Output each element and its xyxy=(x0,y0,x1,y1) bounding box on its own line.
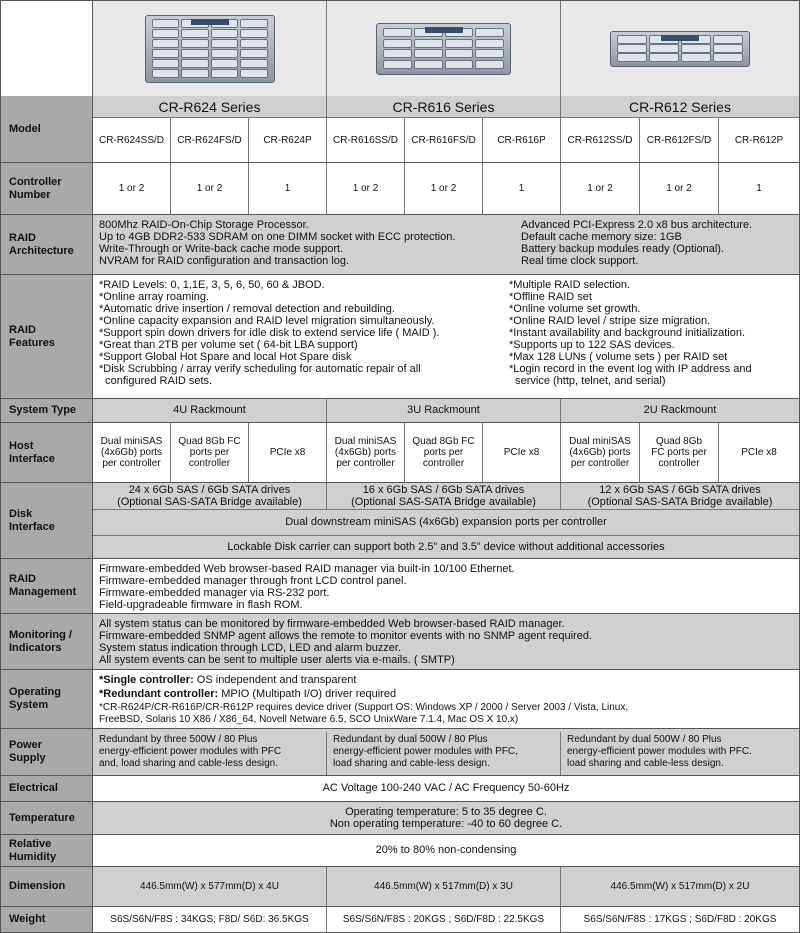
text-line: Real time clock support. xyxy=(521,255,639,267)
os-redundant-text: MPIO (Multipath I/O) driver required xyxy=(218,688,397,700)
disk-carrier-note: Lockable Disk carrier can support both 2.5” and 3.5” device without additional accessories xyxy=(227,540,665,553)
text-line: System status indication through LCD, LED and alarm buzzer. xyxy=(99,642,402,654)
power-cr-r624 xyxy=(93,732,327,775)
features-left-text xyxy=(93,277,503,389)
model-name: CR-R616SS/D xyxy=(327,118,405,162)
controller-count: 1 or 2 xyxy=(561,163,640,214)
product-image-row xyxy=(1,1,799,96)
disk-drives-cr-r624 xyxy=(93,483,327,510)
os-single-label: *Single controller: xyxy=(99,674,194,686)
humidity-value: 20% to 80% non-condensing xyxy=(375,844,517,856)
os-driver-note-2: FreeBSD, Solaris 10 X86 / X86_64, Novell Netware 6.5, SCO UnixWare 7.1.4, Mac OS X 10.x) xyxy=(99,714,519,725)
text-line: *Disk Scrubbing / array verify scheduling for automatic repair of all xyxy=(99,363,421,375)
text-line: Field-upgradeable firmware in flash ROM. xyxy=(99,599,303,611)
disk-drives-cr-r612 xyxy=(561,483,799,510)
label-os: Operating System xyxy=(1,670,93,729)
text-line: Redundant by dual 500W / 80 Plus xyxy=(333,734,488,745)
host-interface: PCIe x8 xyxy=(249,423,327,482)
label-management: RAID Management xyxy=(1,559,93,614)
text-line: Up to 4GB DDR2-533 SDRAM on one DIMM socket with ECC protection. xyxy=(99,231,456,243)
monitoring-row xyxy=(1,614,799,670)
controller-count: 1 or 2 xyxy=(327,163,405,214)
controller-count: 1 xyxy=(756,183,762,194)
text-line: *Support Global Hot Spare and local Hot Spare disk xyxy=(99,351,352,363)
temperature-value xyxy=(93,802,799,834)
power-cr-r612 xyxy=(561,732,799,775)
dimension-value: 446.5mm(W) x 517mm(D) x 2U xyxy=(610,881,750,892)
disk-drives-cr-r616 xyxy=(327,483,561,510)
architecture-right-text xyxy=(515,217,799,269)
os-driver-note-1: *CR-R624P/CR-R616P/CR-R612P requires device driver (Support OS: Windows XP / 2000 / Server 2003 / Vista, Linux, xyxy=(99,702,629,713)
management-row xyxy=(1,559,799,614)
controller-count: 1 or 2 xyxy=(171,163,249,214)
text-line: Advanced PCI-Express 2.0 x8 bus architecture. xyxy=(521,219,753,231)
text-line: 800Mhz RAID-On-Chip Storage Processor. xyxy=(99,219,309,231)
architecture-row xyxy=(1,215,799,275)
image-cr-r624 xyxy=(93,1,327,96)
label-dimension: Dimension xyxy=(1,867,93,907)
host-interface: Dual miniSAS (4x6Gb) ports per controller xyxy=(327,423,405,482)
disk-interface-row xyxy=(1,483,799,559)
disk-drives-line1: 16 x 6Gb SAS / 6Gb SATA drives xyxy=(362,484,525,496)
label-architecture: RAID Architecture xyxy=(1,215,93,275)
host-interface: Quad 8Gb FC ports per controller xyxy=(640,423,719,482)
label-electrical: Electrical xyxy=(1,776,93,802)
3u-chassis-image xyxy=(376,23,511,75)
series-cr-r624: CR-R624 Series xyxy=(93,96,327,118)
host-interface: Dual miniSAS (4x6Gb) ports per controller xyxy=(93,423,171,482)
disk-expansion-ports: Dual downstream miniSAS (4x6Gb) expansion ports per controller xyxy=(93,510,799,536)
text-line: NVRAM for RAID configuration and transaction log. xyxy=(99,255,350,267)
label-power: Power Supply xyxy=(1,729,93,776)
host-interface: Dual miniSAS (4x6Gb) ports per controller xyxy=(561,423,640,482)
temperature-operating: Operating temperature: 5 to 35 degree C. xyxy=(345,806,547,818)
host-interface: Quad 8Gb FC ports per controller xyxy=(405,423,483,482)
model-name: CR-R616FS/D xyxy=(405,118,483,162)
weight-row xyxy=(1,907,799,932)
disk-drives-line1: 24 x 6Gb SAS / 6Gb SATA drives xyxy=(128,484,291,496)
text-line: *Support spin down drivers for idle disk to extend service life ( MAID ). xyxy=(99,327,440,339)
label-features: RAID Features xyxy=(1,275,93,399)
host-interface: PCIe x8 xyxy=(741,447,777,458)
disk-drives-line2: (Optional SAS-SATA Bridge available) xyxy=(117,496,302,508)
architecture-left-text xyxy=(93,217,513,269)
model-row xyxy=(1,96,799,163)
label-monitoring: Monitoring / Indicators xyxy=(1,614,93,670)
dimension-value: 446.5mm(W) x 577mm(D) x 4U xyxy=(93,867,327,906)
text-line: *Login record in the event log with IP address and xyxy=(509,363,752,375)
text-line: Battery backup modules ready (Optional). xyxy=(521,243,724,255)
text-line: *Online RAID level / stripe size migration. xyxy=(509,315,711,327)
system-type: 2U Rackmount xyxy=(643,404,717,416)
disk-drives-line1: 12 x 6Gb SAS / 6Gb SATA drives xyxy=(599,484,761,496)
text-line: *Instant availability and background initialization. xyxy=(509,327,746,339)
os-text xyxy=(93,672,799,728)
controller-count: 1 xyxy=(483,163,561,214)
text-line: Firmware-embedded manager via RS-232 port. xyxy=(99,587,330,599)
text-line: *Online array roaming. xyxy=(99,291,210,303)
corner-blank xyxy=(1,1,93,96)
text-line: Redundant by dual 500W / 80 Plus xyxy=(567,734,722,745)
controller-count: 1 or 2 xyxy=(93,163,171,214)
text-line: *Max 128 LUNs ( volume sets ) per RAID set xyxy=(509,351,728,363)
text-line: and, load sharing and cable-less design. xyxy=(99,758,279,769)
features-row xyxy=(1,275,799,399)
image-cr-r612 xyxy=(561,1,799,96)
text-line: Write-Through or Write-back cache mode support. xyxy=(99,243,344,255)
text-line: load sharing and cable-less design. xyxy=(333,758,490,769)
features-right-text xyxy=(503,277,799,389)
model-name: CR-R612FS/D xyxy=(640,118,719,162)
label-model: Model xyxy=(1,96,93,163)
label-disk-interface: Disk Interface xyxy=(1,483,93,559)
temperature-non-operating: Non operating temperature: -40 to 60 degree C. xyxy=(329,818,563,830)
text-line: Firmware-embedded manager through front LCD control panel. xyxy=(99,575,407,587)
text-line: *Supports up to 122 SAS devices. xyxy=(509,339,675,351)
model-name: CR-R612P xyxy=(734,134,784,146)
model-name: CR-R612SS/D xyxy=(561,118,640,162)
model-name: CR-R624P xyxy=(249,118,327,162)
text-line: Firmware-embedded SNMP agent allows the remote to monitor events with no SNMP agent required. xyxy=(99,630,592,642)
text-line: *Offline RAID set xyxy=(509,291,592,303)
text-line: energy-efficient power modules with PFC xyxy=(99,746,282,757)
text-line: *Automatic drive insertion / removal detection and rebuilding. xyxy=(99,303,395,315)
text-line: Firmware-embedded Web browser-based RAID manager via built-in 10/100 Ethernet. xyxy=(99,563,515,575)
dimension-value: 446.5mm(W) x 517mm(D) x 3U xyxy=(327,867,561,906)
os-single-text: OS independent and transparent xyxy=(193,674,357,686)
model-name: CR-R624SS/D xyxy=(93,118,171,162)
controller-count: 1 xyxy=(249,163,327,214)
text-line: service (http, telnet, and serial) xyxy=(509,375,666,387)
text-line: energy-efficient power modules with PFC, xyxy=(333,746,518,757)
controller-count: 1 or 2 xyxy=(640,163,719,214)
power-row xyxy=(1,729,799,776)
text-line: configured RAID sets. xyxy=(99,375,213,387)
monitoring-text xyxy=(93,616,799,668)
disk-drives-line2: (Optional SAS-SATA Bridge available) xyxy=(351,496,536,508)
label-weight: Weight xyxy=(1,907,93,932)
text-line: All system events can be sent to multiple user alerts via e-mails. ( SMTP) xyxy=(99,654,455,666)
weight-value: S6S/S6N/F8S : 34KGS; F8D/ S6D: 36.5KGS xyxy=(93,907,327,932)
electrical-row xyxy=(1,776,799,802)
power-cr-r616 xyxy=(327,732,561,775)
weight-value: S6S/S6N/F8S : 17KGS ; S6D/F8D : 20KGS xyxy=(583,914,777,925)
disk-drives-line2: (Optional SAS-SATA Bridge available) xyxy=(587,496,773,508)
temperature-row xyxy=(1,802,799,835)
controller-count: 1 or 2 xyxy=(405,163,483,214)
os-row xyxy=(1,670,799,729)
os-redundant-label: *Redundant controller: xyxy=(99,688,219,700)
text-line: All system status can be monitored by firmware-embedded Web browser-based RAID manager. xyxy=(99,618,565,630)
weight-value: S6S/S6N/F8S : 20KGS ; S6D/F8D : 22.5KGS xyxy=(327,907,561,932)
label-system-type: System Type xyxy=(1,399,93,423)
2u-chassis-image xyxy=(610,31,750,67)
dimension-row xyxy=(1,867,799,907)
label-temperature: Temperature xyxy=(1,802,93,835)
text-line: *Online capacity expansion and RAID level migration simultaneously. xyxy=(99,315,435,327)
controller-row xyxy=(1,163,799,215)
host-interface: Quad 8Gb FC ports per controller xyxy=(171,423,249,482)
os-redundant-line xyxy=(99,688,793,700)
label-host-interface: Host Interface xyxy=(1,423,93,483)
model-name: CR-R616P xyxy=(483,118,561,162)
text-line: load sharing and cable-less design. xyxy=(567,758,724,769)
host-interface-row xyxy=(1,423,799,483)
series-cr-r612: CR-R612 Series xyxy=(561,96,799,118)
electrical-value: AC Voltage 100-240 VAC / AC Frequency 50-60Hz xyxy=(322,782,570,794)
system-type: 4U Rackmount xyxy=(93,399,327,422)
system-type: 3U Rackmount xyxy=(327,399,561,422)
text-line: Default cache memory size: 1GB xyxy=(521,231,682,243)
text-line: energy-efficient power modules with PFC. xyxy=(567,746,752,757)
system-type-row xyxy=(1,399,799,423)
4u-chassis-image xyxy=(145,15,275,83)
image-cr-r616 xyxy=(327,1,561,96)
text-line: *Multiple RAID selection. xyxy=(509,279,631,291)
text-line: Redundant by three 500W / 80 Plus xyxy=(99,734,258,745)
management-text xyxy=(93,561,799,613)
text-line: *Online volume set growth. xyxy=(509,303,641,315)
label-controller: Controller Number xyxy=(1,163,93,215)
humidity-row xyxy=(1,835,799,867)
label-humidity: Relative Humidity xyxy=(1,835,93,867)
os-single-line xyxy=(99,674,793,686)
model-name: CR-R624FS/D xyxy=(171,118,249,162)
host-interface: PCIe x8 xyxy=(483,423,561,482)
series-cr-r616: CR-R616 Series xyxy=(327,96,561,118)
text-line: *RAID Levels: 0, 1,1E, 3, 5, 6, 50, 60 & JBOD. xyxy=(99,279,325,291)
text-line: *Great than 2TB per volume set ( 64-bit LBA support) xyxy=(99,339,358,351)
